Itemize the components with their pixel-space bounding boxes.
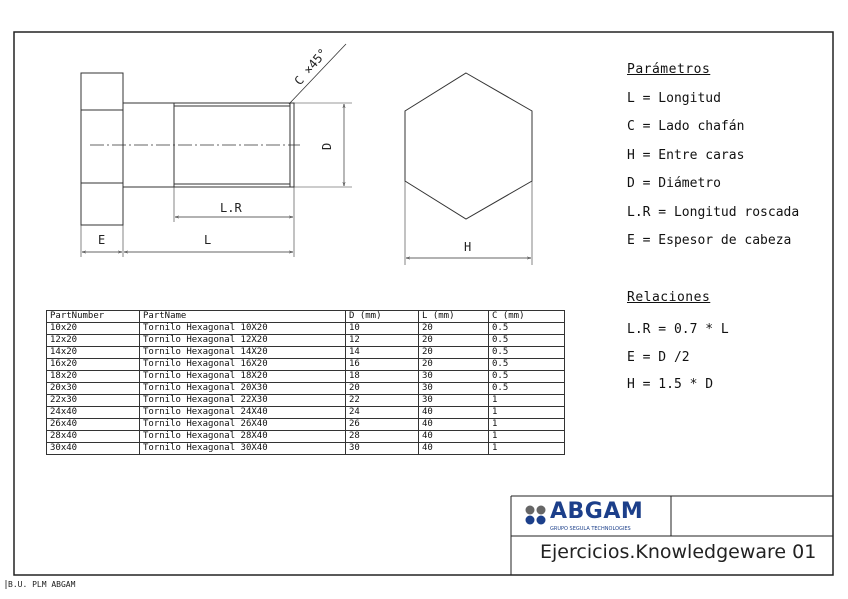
- parameters-title: Parámetros: [627, 62, 711, 77]
- table-cell: 12x20: [47, 335, 140, 347]
- relation-item: L.R = 0.7 * L: [627, 322, 729, 337]
- table-cell: 0.5: [489, 323, 565, 335]
- table-cell: Tornilo Hexagonal 30X40: [140, 443, 346, 455]
- table-cell: 30: [346, 443, 419, 455]
- parameter-item: L = Longitud: [627, 91, 721, 106]
- table-cell: 1: [489, 443, 565, 455]
- relation-item: E = D /2: [627, 349, 690, 365]
- company-logo: [520, 499, 670, 537]
- table-cell: 10: [346, 323, 419, 335]
- table-header-row: [47, 311, 565, 323]
- table-cell: 14x20: [47, 347, 140, 359]
- table-cell: 20: [346, 383, 419, 395]
- table-cell: 30: [419, 371, 489, 383]
- parameters-panel: [627, 62, 842, 255]
- drawing-title: Ejercicios.Knowledgeware 01: [540, 541, 817, 563]
- table-cell: 0.5: [489, 335, 565, 347]
- table-row: [47, 359, 565, 371]
- table-cell: 40: [419, 431, 489, 443]
- parameter-item: L.R = Longitud roscada: [627, 204, 800, 220]
- parts-table: [46, 310, 565, 455]
- table-row: [47, 407, 565, 419]
- table-cell: 18: [346, 371, 419, 383]
- table-cell: 28x40: [47, 431, 140, 443]
- head-thickness-label: E: [98, 233, 106, 247]
- table-cell: 20x30: [47, 383, 140, 395]
- table-cell: Tornilo Hexagonal 10X20: [140, 323, 346, 335]
- table-cell: 1: [489, 395, 565, 407]
- table-cell: 10x20: [47, 323, 140, 335]
- table-cell: 0.5: [489, 347, 565, 359]
- table-cell: 0.5: [489, 371, 565, 383]
- table-cell: 16x20: [47, 359, 140, 371]
- table-header-cell: D (mm): [346, 311, 419, 323]
- table-cell: 20: [419, 335, 489, 347]
- table-cell: Tornilo Hexagonal 18X20: [140, 371, 346, 383]
- diameter-label: D: [320, 142, 334, 150]
- table-row: [47, 395, 565, 407]
- table-cell: Tornilo Hexagonal 12X20: [140, 335, 346, 347]
- table-cell: 18x20: [47, 371, 140, 383]
- table-cell: 16: [346, 359, 419, 371]
- thread-length-label: L.R: [220, 201, 242, 215]
- table-cell: 0.5: [489, 359, 565, 371]
- logo-text: ABGAM: [550, 499, 644, 524]
- parameter-item: H = Entre caras: [627, 147, 745, 163]
- table-cell: 20: [419, 347, 489, 359]
- table-cell: 20: [419, 359, 489, 371]
- table-cell: 24x40: [47, 407, 140, 419]
- table-row: [47, 347, 565, 359]
- table-row: [47, 335, 565, 347]
- table-cell: 28: [346, 431, 419, 443]
- table-cell: Tornilo Hexagonal 28X40: [140, 431, 346, 443]
- table-cell: 1: [489, 431, 565, 443]
- table-cell: 20: [419, 323, 489, 335]
- table-row: [47, 383, 565, 395]
- across-flats-label: H: [464, 240, 472, 254]
- table-cell: Tornilo Hexagonal 22X30: [140, 395, 346, 407]
- table-header-cell: PartName: [140, 311, 346, 323]
- table-header-cell: L (mm): [419, 311, 489, 323]
- relations-title: Relaciones: [627, 290, 711, 305]
- table-cell: Tornilo Hexagonal 24X40: [140, 407, 346, 419]
- table-cell: 14: [346, 347, 419, 359]
- table-header-cell: C (mm): [489, 311, 565, 323]
- length-label: L: [204, 233, 212, 247]
- table-cell: 40: [419, 407, 489, 419]
- table-cell: 40: [419, 443, 489, 455]
- relation-item: H = 1.5 * D: [627, 377, 714, 392]
- table-row: [47, 371, 565, 383]
- table-cell: 40: [419, 419, 489, 431]
- footer-text: B.U. PLM ABGAM: [8, 580, 76, 589]
- table-cell: 26x40: [47, 419, 140, 431]
- table-cell: 1: [489, 419, 565, 431]
- table-row: [47, 443, 565, 455]
- table-row: [47, 323, 565, 335]
- logo-subtext: GRUPO SEGULA TECHNOLOGIES: [550, 526, 631, 532]
- table-cell: Tornilo Hexagonal 14X20: [140, 347, 346, 359]
- table-cell: Tornilo Hexagonal 26X40: [140, 419, 346, 431]
- hex-end-view: [405, 73, 532, 265]
- table-cell: 30x40: [47, 443, 140, 455]
- table-header-cell: PartNumber: [47, 311, 140, 323]
- chamfer-label: C ×45°: [291, 45, 331, 88]
- parameter-item: D = Diámetro: [627, 176, 721, 192]
- table-row: [47, 431, 565, 443]
- table-cell: 12: [346, 335, 419, 347]
- parameter-item: C = Lado chafán: [627, 119, 745, 135]
- parameter-item: E = Espesor de cabeza: [627, 233, 792, 249]
- table-cell: 22: [346, 395, 419, 407]
- table-cell: 1: [489, 407, 565, 419]
- table-cell: Tornilo Hexagonal 16X20: [140, 359, 346, 371]
- table-cell: 30: [419, 395, 489, 407]
- table-cell: Tornilo Hexagonal 20X30: [140, 383, 346, 395]
- table-cell: 24: [346, 407, 419, 419]
- table-cell: 22x30: [47, 395, 140, 407]
- table-cell: 30: [419, 383, 489, 395]
- relations-panel: [627, 290, 842, 399]
- table-cell: 0.5: [489, 383, 565, 395]
- table-cell: 26: [346, 419, 419, 431]
- table-row: [47, 419, 565, 431]
